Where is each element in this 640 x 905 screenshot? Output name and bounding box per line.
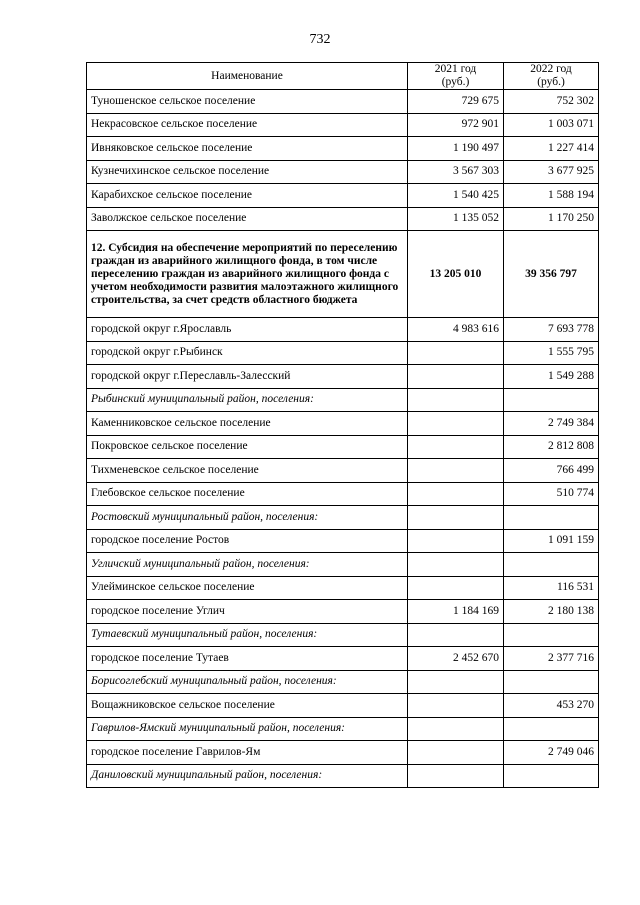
value-2022: 1 555 795 [504,341,599,365]
value-2021: 729 675 [408,90,504,114]
value-2022 [504,388,599,412]
table-row [87,435,599,459]
value-2021 [408,529,504,553]
value-2021 [408,717,504,741]
table-row [87,318,599,342]
section-header-row [87,506,599,530]
value-2021 [408,741,504,765]
row-name: Кузнечихинское сельское поселение [87,160,408,184]
row-name: городское поселение Тутаев [87,647,408,671]
row-name: Ростовский муниципальный район, поселения: [87,506,408,530]
value-2021: 1 540 425 [408,184,504,208]
value-2022: 2 180 138 [504,600,599,624]
value-2021: 1 190 497 [408,137,504,161]
value-2021 [408,412,504,436]
table-row [87,160,599,184]
value-2022 [504,764,599,788]
value-2021: 972 901 [408,113,504,137]
value-2021 [408,576,504,600]
section-header-row [87,623,599,647]
table-row [87,600,599,624]
section-header-row [87,553,599,577]
value-2022: 752 302 [504,90,599,114]
value-2021 [408,459,504,483]
row-name: городское поселение Ростов [87,529,408,553]
row-name: городской округ г.Ярославль [87,318,408,342]
value-2022: 116 531 [504,576,599,600]
table-row [87,482,599,506]
value-2021: 13 205 010 [408,231,504,318]
row-name: Улейминское сельское поселение [87,576,408,600]
value-2021: 1 135 052 [408,207,504,231]
value-2022 [504,506,599,530]
value-2021 [408,341,504,365]
table-row [87,137,599,161]
value-2022: 1 549 288 [504,365,599,389]
row-name: Тутаевский муниципальный район, поселения: [87,623,408,647]
table-row [87,113,599,137]
value-2021 [408,365,504,389]
row-name: городской округ г.Рыбинск [87,341,408,365]
row-name: Глебовское сельское поселение [87,482,408,506]
row-name: городское поселение Гаврилов-Ям [87,741,408,765]
value-2021: 1 184 169 [408,600,504,624]
page-number: 732 [309,32,331,47]
section-header-row [87,388,599,412]
value-2022: 1 003 071 [504,113,599,137]
value-2021 [408,670,504,694]
value-2022: 1 227 414 [504,137,599,161]
value-2022: 510 774 [504,482,599,506]
value-2021 [408,435,504,459]
row-name: Рыбинский муниципальный район, поселения: [87,388,408,412]
section-header-row [87,764,599,788]
row-name: Вощажниковское сельское поселение [87,694,408,718]
table-row [87,576,599,600]
row-name: Покровское сельское поселение [87,435,408,459]
table-header-row [87,63,599,90]
table-row [87,647,599,671]
row-name: Ивняковское сельское поселение [87,137,408,161]
budget-table [86,62,599,788]
value-2022 [504,623,599,647]
row-name: городской округ г.Переславль-Залесский [87,365,408,389]
value-2022 [504,670,599,694]
header-2022: 2022 год (руб.) [504,63,599,90]
table-row [87,741,599,765]
row-name: Карабихское сельское поселение [87,184,408,208]
header-name: Наименование [87,63,408,90]
value-2022: 453 270 [504,694,599,718]
value-2022: 766 499 [504,459,599,483]
value-2021 [408,506,504,530]
row-name: Тихменевское сельское поселение [87,459,408,483]
table-row [87,365,599,389]
section-header-row [87,670,599,694]
value-2022: 1 091 159 [504,529,599,553]
value-2022 [504,717,599,741]
table-row [87,341,599,365]
value-2022: 2 749 384 [504,412,599,436]
row-name: 12. Субсидия на обеспечение мероприятий по переселению граждан из аварийного жилищного фонда, в том числе переселению граждан из аварийного жилищного фонда с учетом необходимости развития малоэтажного жилищного строительства, за счет средств областного бюджета [87,231,408,318]
value-2022: 7 693 778 [504,318,599,342]
value-2022: 2 377 716 [504,647,599,671]
row-name: Каменниковское сельское поселение [87,412,408,436]
row-name: Гаврилов-Ямский муниципальный район, поселения: [87,717,408,741]
value-2022: 1 588 194 [504,184,599,208]
value-2022: 1 170 250 [504,207,599,231]
row-name: Туношенское сельское поселение [87,90,408,114]
value-2021 [408,623,504,647]
value-2022: 3 677 925 [504,160,599,184]
value-2022: 2 749 046 [504,741,599,765]
table-row [87,694,599,718]
row-name: Заволжское сельское поселение [87,207,408,231]
row-name: Борисоглебский муниципальный район, поселения: [87,670,408,694]
row-name: городское поселение Углич [87,600,408,624]
header-2021: 2021 год (руб.) [408,63,504,90]
value-2021 [408,764,504,788]
row-name: Некрасовское сельское поселение [87,113,408,137]
row-name: Угличский муниципальный район, поселения: [87,553,408,577]
table-row [87,90,599,114]
subsidy-row [87,231,599,318]
value-2022: 2 812 808 [504,435,599,459]
table-row [87,207,599,231]
section-header-row [87,717,599,741]
value-2021 [408,482,504,506]
value-2021 [408,388,504,412]
value-2022: 39 356 797 [504,231,599,318]
table-row [87,412,599,436]
value-2021 [408,553,504,577]
value-2021: 4 983 616 [408,318,504,342]
value-2021 [408,694,504,718]
value-2021: 3 567 303 [408,160,504,184]
table-row [87,184,599,208]
table-row [87,529,599,553]
value-2021: 2 452 670 [408,647,504,671]
row-name: Даниловский муниципальный район, поселения: [87,764,408,788]
table-row [87,459,599,483]
value-2022 [504,553,599,577]
